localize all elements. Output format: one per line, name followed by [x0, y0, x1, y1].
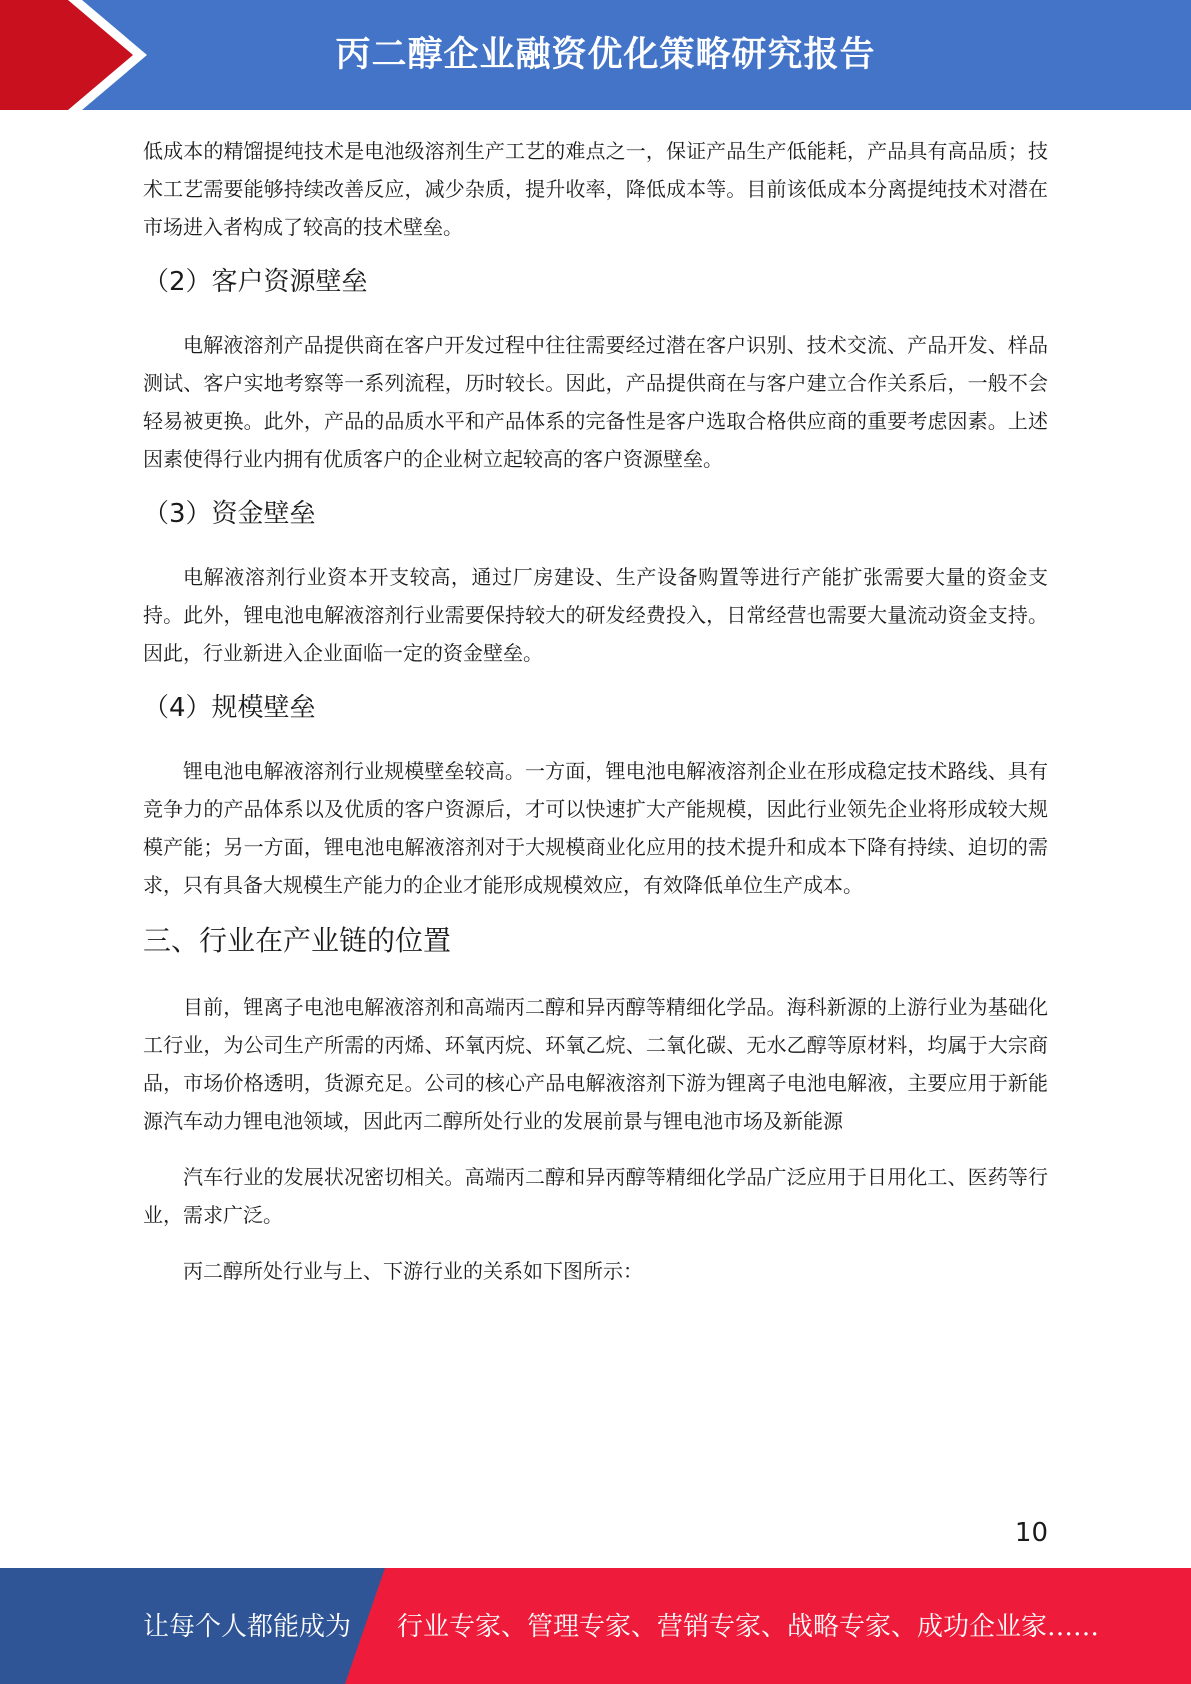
- paragraph-figure-intro: 丙二醇所处行业与上、下游行业的关系如下图所示：: [183, 1259, 643, 1283]
- footer-slogan-left: 让每个人都能成为: [143, 1612, 352, 1642]
- report-title: 丙二醇企业融资优化策略研究报告: [335, 35, 876, 75]
- heading-customer-barrier: （2）客户资源壁垒: [143, 267, 368, 297]
- heading-capital-barrier: （3）资金壁垒: [143, 499, 316, 529]
- footer-slogan-right: 行业专家、管理专家、营销专家、战略专家、成功企业家……: [397, 1612, 1100, 1642]
- paragraph-scale-barrier: 锂电池电解液溶剂行业规模壁垒较高。一方面，锂电池电解液溶剂企业在形成稳定技术路线、具有竞争力的产品体系以及优质的客户资源后，才可以快速扩大产能规模，因此行业领先企业将形成较大规模产能；另一方面，锂电池电解液溶剂对于大规模商业化应用的技术提升和成本下降有持续、迫切的需求，只有具备大规模生产能力的企业才能形成规模效应，有效降低单位生产成本。: [143, 759, 1048, 897]
- paragraph-industry-chain: 目前，锂离子电池电解液溶剂和高端丙二醇和异丙醇等精细化学品。海科新源的上游行业为基础化工行业，为公司生产所需的丙烯、环氧丙烷、环氧乙烷、二氧化碳、无水乙醇等原材料，均属于大宗商品，市场价格透明，货源充足。公司的核心产品电解液溶剂下游为锂离子电池电解液，主要应用于新能源汽车动力锂电池领域，因此丙二醇所处行业的发展前景与锂电池市场及新能源: [143, 995, 1048, 1133]
- paragraph-downstream: 汽车行业的发展状况密切相关。高端丙二醇和异丙醇等精细化学品广泛应用于日用化工、医药等行业，需求广泛。: [143, 1165, 1048, 1227]
- heading-scale-barrier: （4）规模壁垒: [143, 693, 316, 723]
- page-footer: [0, 1568, 1191, 1684]
- document-body: [143, 132, 1048, 1290]
- paragraph-capital-barrier: 电解液溶剂行业资本开支较高，通过厂房建设、生产设备购置等进行产能扩张需要大量的资金支持。此外，锂电池电解液溶剂行业需要保持较大的研发经费投入，日常经营也需要大量流动资金支持。因此，行业新进入企业面临一定的资金壁垒。: [143, 565, 1048, 665]
- paragraph-tech-barrier: 低成本的精馏提纯技术是电池级溶剂生产工艺的难点之一，保证产品生产低能耗，产品具有高品质；技术工艺需要能够持续改善反应，减少杂质，提升收率，降低成本等。目前该低成本分离提纯技术对潜在市场进入者构成了较高的技术壁垒。: [143, 139, 1048, 239]
- page-number: 10: [1014, 1518, 1048, 1548]
- page-header: [0, 0, 1191, 110]
- section-title-industry-chain: 三、行业在产业链的位置: [143, 924, 452, 957]
- paragraph-customer-barrier: 电解液溶剂产品提供商在客户开发过程中往往需要经过潜在客户识别、技术交流、产品开发、样品测试、客户实地考察等一系列流程，历时较长。因此，产品提供商在与客户建立合作关系后，一般不会轻易被更换。此外，产品的品质水平和产品体系的完备性是客户选取合格供应商的重要考虑因素。上述因素使得行业内拥有优质客户的企业树立起较高的客户资源壁垒。: [143, 333, 1048, 471]
